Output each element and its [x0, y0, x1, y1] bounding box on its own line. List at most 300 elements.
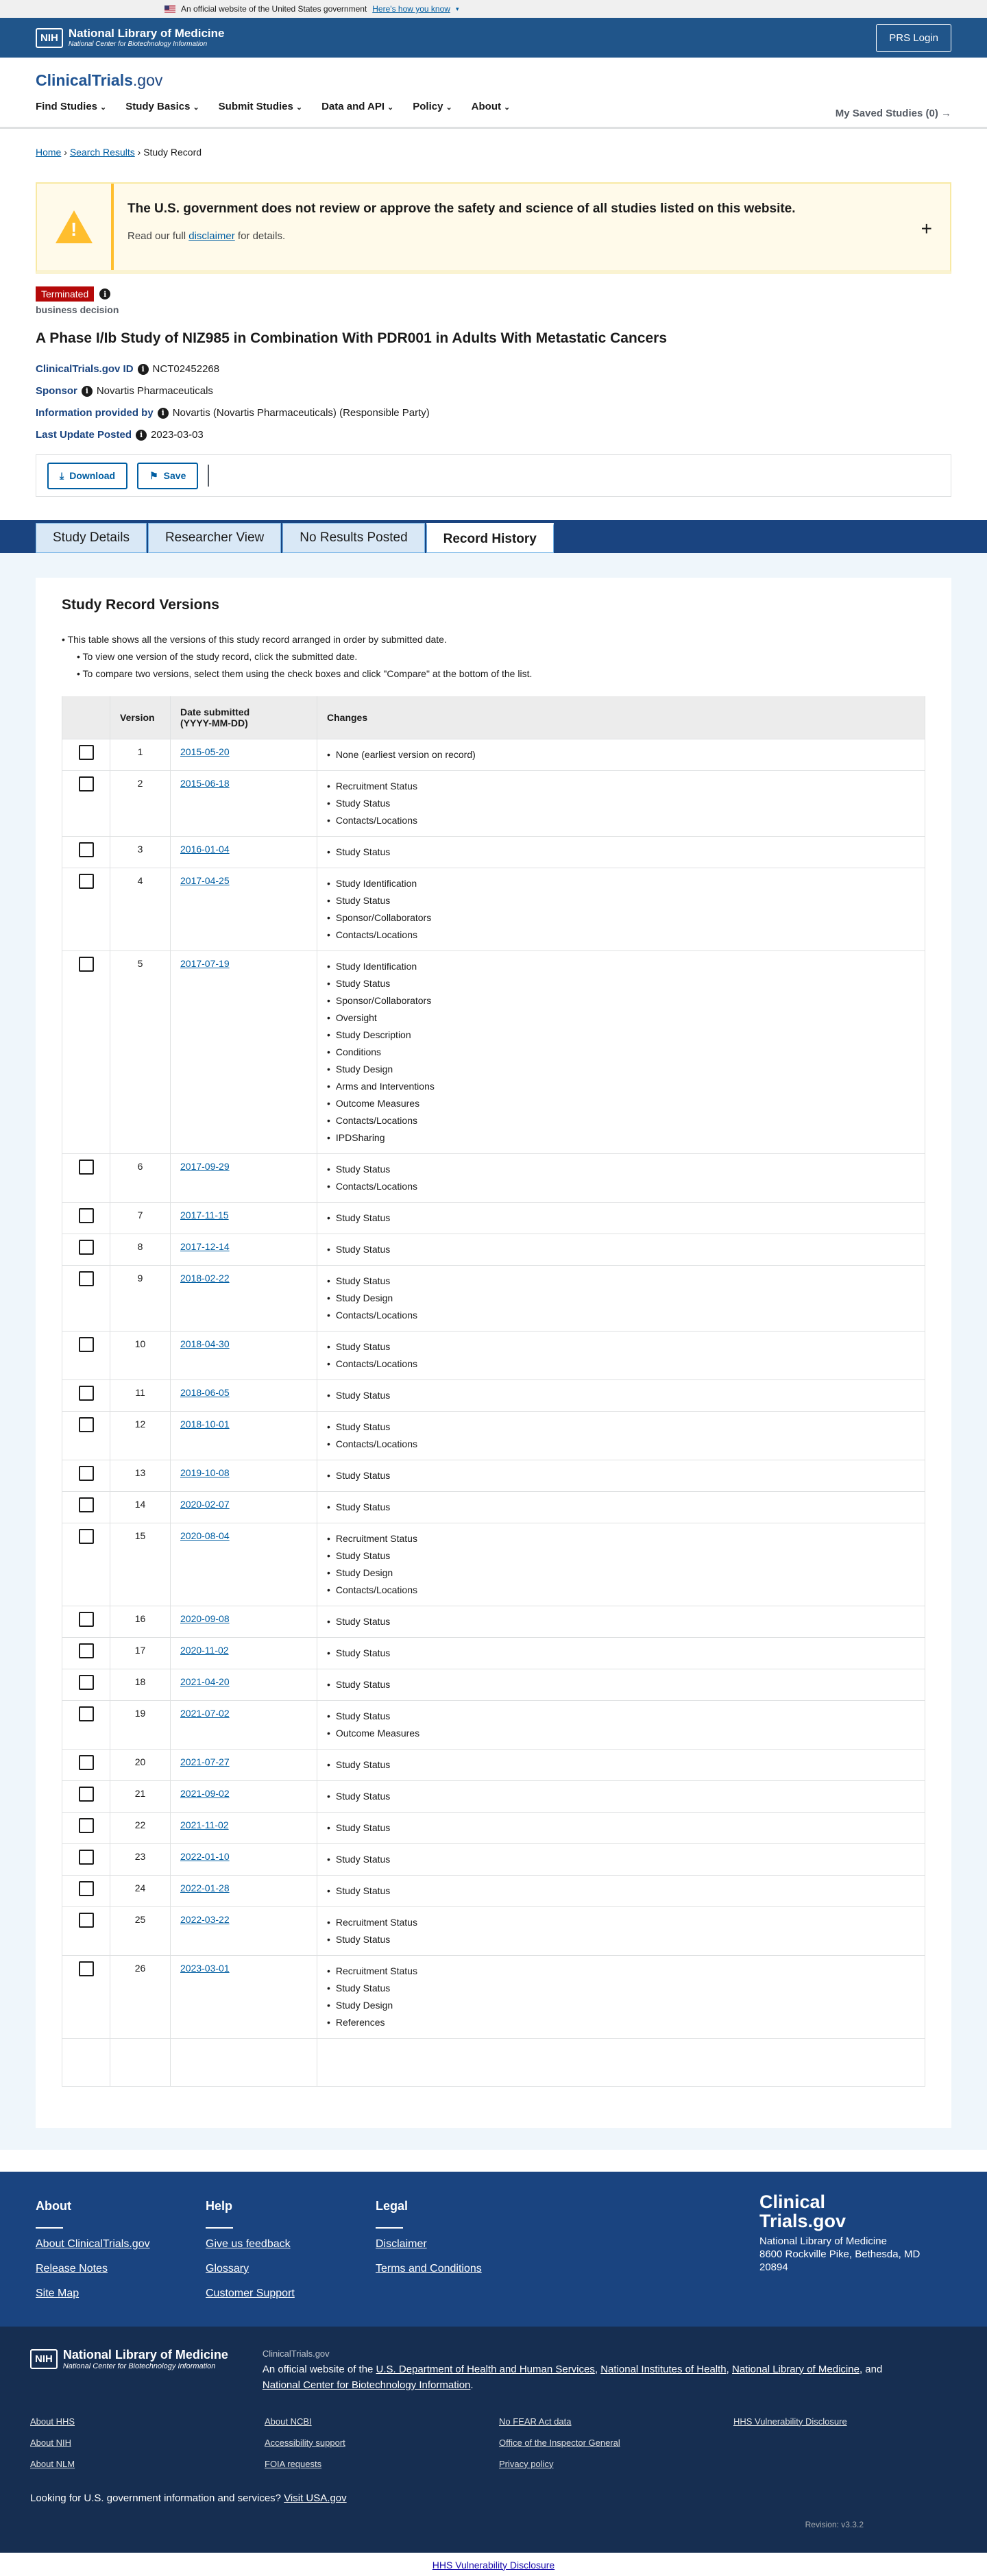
- download-button[interactable]: ⤓ Download: [47, 463, 127, 489]
- status-badge: Terminated: [36, 286, 94, 302]
- change-item: • Study Status: [327, 1819, 925, 1837]
- change-item: • Recruitment Status: [327, 1530, 925, 1547]
- change-item: • Study Status: [327, 1273, 925, 1290]
- change-item: • Oversight: [327, 1009, 925, 1027]
- version-number: 7: [110, 1202, 171, 1234]
- official-statement: ClinicalTrials.gov An official website of the U.S. Department of Health and Human Services, National Institutes of Health, National Library of Medicine, and National Center for Biotechnology Information.: [262, 2348, 883, 2391]
- chevron-down-icon: ⌄: [446, 103, 452, 112]
- change-item: • Contacts/Locations: [327, 1112, 925, 1129]
- version-checkbox[interactable]: [79, 1675, 94, 1690]
- change-item: • Study Status: [327, 1645, 925, 1662]
- version-date-link[interactable]: 2018-04-30: [180, 1338, 230, 1349]
- footer-about: About About ClinicalTrials.gov Release Notes Site Map: [36, 2199, 206, 2327]
- footer-help: Help Give us feedback Glossary Customer Support: [206, 2199, 376, 2327]
- breadcrumb-home[interactable]: Home: [36, 147, 62, 158]
- table-row: [62, 836, 925, 868]
- version-changes: [317, 1812, 925, 1843]
- tab-researcher-view[interactable]: Researcher View: [148, 523, 281, 553]
- change-item: • Arms and Interventions: [327, 1078, 925, 1095]
- last-update-label: Last Update Posted: [36, 429, 132, 441]
- table-row: [62, 1265, 925, 1331]
- nih-header: [0, 18, 987, 58]
- info-icon[interactable]: i: [158, 408, 169, 419]
- history-heading: Study Record Versions: [62, 597, 219, 613]
- change-item: • Study Design: [327, 1061, 925, 1078]
- hhs-vulnerability-link[interactable]: HHS Vulnerability Disclosure: [432, 2559, 555, 2571]
- change-item: • Study Status: [327, 1338, 925, 1356]
- footer-link[interactable]: About NCBI: [265, 2416, 312, 2427]
- footer-legal: Legal Disclaimer Terms and Conditions: [376, 2199, 546, 2327]
- change-item: • Contacts/Locations: [327, 1307, 925, 1324]
- footer-links-grid: [30, 2416, 957, 2469]
- main-nav: [36, 101, 951, 112]
- nih-logo-box: NIH: [36, 28, 63, 48]
- col-changes: Changes: [317, 696, 925, 739]
- change-item: • Study Status: [327, 975, 925, 992]
- history-card: [36, 578, 951, 2128]
- change-item: • Study Design: [327, 1290, 925, 1307]
- change-item: • Study Status: [327, 1161, 925, 1178]
- last-update-value: 2023-03-03: [151, 429, 204, 441]
- change-item: • Study Status: [327, 795, 925, 812]
- version-changes: [317, 1700, 925, 1749]
- nav-study-basics[interactable]: Study Basics ⌄: [125, 101, 199, 112]
- version-number: 12: [110, 1411, 171, 1460]
- version-checkbox[interactable]: [79, 1881, 94, 1896]
- ncbi-subtitle: National Center for Biotechnology Information: [68, 40, 208, 48]
- footer-bottom: [0, 2327, 987, 2553]
- version-changes: [317, 1955, 925, 2038]
- change-item: • Sponsor/Collaborators: [327, 992, 925, 1009]
- version-date-link[interactable]: 2022-01-28: [180, 1882, 230, 1893]
- info-icon[interactable]: i: [82, 386, 93, 397]
- footer-link[interactable]: About ClinicalTrials.gov: [36, 2237, 150, 2250]
- version-number: 9: [110, 1265, 171, 1331]
- version-checkbox[interactable]: [79, 957, 94, 972]
- tab-study-details[interactable]: Study Details: [36, 523, 147, 553]
- table-footer-row: [62, 2038, 925, 2086]
- breadcrumb-search-results[interactable]: Search Results: [69, 147, 135, 158]
- usa-gov-line: Looking for U.S. government information and services? Visit USA.gov: [30, 2492, 347, 2504]
- action-bar: [36, 454, 951, 497]
- version-checkbox[interactable]: [79, 1160, 94, 1175]
- version-changes: [317, 1637, 925, 1669]
- change-item: • Study Status: [327, 1547, 925, 1565]
- version-date-link[interactable]: 2021-09-02: [180, 1787, 230, 1799]
- version-checkbox[interactable]: [79, 1240, 94, 1255]
- change-item: • Contacts/Locations: [327, 1356, 925, 1373]
- version-changes: [317, 1379, 925, 1411]
- provided-by-value: Novartis (Novartis Pharmaceuticals) (Responsible Party): [172, 407, 430, 419]
- breadcrumb: [0, 129, 987, 158]
- change-item: • Recruitment Status: [327, 1963, 925, 1980]
- tab-bar: [0, 520, 987, 553]
- change-item: • Study Status: [327, 1851, 925, 1868]
- table-row: [62, 1780, 925, 1812]
- disclaimer-link[interactable]: disclaimer: [188, 230, 235, 242]
- version-changes: [317, 1153, 925, 1202]
- table-row: [62, 1812, 925, 1843]
- change-item: • Study Status: [327, 1708, 925, 1725]
- version-checkbox[interactable]: [79, 1755, 94, 1770]
- chevron-down-icon: ⌄: [387, 103, 394, 112]
- version-date-link[interactable]: 2020-08-04: [180, 1530, 230, 1541]
- footer-link[interactable]: Office of the Inspector General: [499, 2437, 620, 2448]
- col-date: Date submitted (YYYY-MM-DD): [171, 696, 317, 739]
- info-icon[interactable]: i: [138, 364, 149, 375]
- breadcrumb-separator-icon: ›: [137, 147, 144, 158]
- change-item: • Recruitment Status: [327, 778, 925, 795]
- table-row: [62, 1411, 925, 1460]
- footer-link[interactable]: Accessibility support: [265, 2437, 345, 2448]
- version-date-link[interactable]: 2021-07-02: [180, 1707, 230, 1719]
- change-item: • Conditions: [327, 1044, 925, 1061]
- version-checkbox[interactable]: [79, 745, 94, 760]
- version-date-link[interactable]: 2017-12-14: [180, 1240, 230, 1252]
- version-checkbox[interactable]: [79, 1818, 94, 1833]
- why-stopped: business decision: [36, 304, 119, 315]
- version-checkbox[interactable]: [79, 1337, 94, 1352]
- version-date-link[interactable]: 2020-09-08: [180, 1612, 230, 1624]
- version-checkbox[interactable]: [79, 1208, 94, 1223]
- change-item: • None (earliest version on record): [327, 746, 925, 763]
- table-row: [62, 1379, 925, 1411]
- version-checkbox[interactable]: [79, 1529, 94, 1544]
- id-label: ClinicalTrials.gov ID: [36, 363, 134, 375]
- change-item: • Study Identification: [327, 958, 925, 975]
- change-item: • Study Design: [327, 1997, 925, 2014]
- version-checkbox[interactable]: [79, 1386, 94, 1401]
- gov-banner-text: An official website of the United States government: [181, 4, 367, 14]
- divider: [208, 465, 209, 487]
- version-checkbox[interactable]: [79, 1497, 94, 1512]
- version-date-link[interactable]: 2015-05-20: [180, 746, 230, 757]
- table-row: [62, 1906, 925, 1955]
- warning-icon: [56, 210, 93, 243]
- change-item: • Contacts/Locations: [327, 1582, 925, 1599]
- version-changes: [317, 1411, 925, 1460]
- version-number: 24: [110, 1875, 171, 1906]
- version-date-link[interactable]: 2017-09-29: [180, 1160, 230, 1172]
- footer-link[interactable]: Terms and Conditions: [376, 2262, 482, 2274]
- version-date-link[interactable]: 2022-03-22: [180, 1913, 230, 1925]
- version-number: 6: [110, 1153, 171, 1202]
- table-row: [62, 770, 925, 836]
- how-you-know-link[interactable]: Here's how you know: [372, 4, 450, 14]
- version-number: 3: [110, 836, 171, 868]
- version-checkbox[interactable]: [79, 1787, 94, 1802]
- study-meta: [0, 347, 987, 441]
- table-row: [62, 868, 925, 950]
- version-number: 11: [110, 1379, 171, 1411]
- change-item: • Study Status: [327, 1980, 925, 1997]
- change-item: • Contacts/Locations: [327, 1436, 925, 1453]
- link-nih[interactable]: National Institutes of Health: [600, 2363, 727, 2375]
- change-item: • Recruitment Status: [327, 1914, 925, 1931]
- version-number: 5: [110, 950, 171, 1153]
- table-row: [62, 1606, 925, 1637]
- tab-record-history[interactable]: Record History: [426, 523, 554, 553]
- bookmark-icon: ⚑: [149, 469, 158, 481]
- revision-text: Revision: v3.3.2: [805, 2519, 864, 2529]
- version-changes: [317, 1460, 925, 1491]
- change-item: • Outcome Measures: [327, 1095, 925, 1112]
- version-checkbox[interactable]: [79, 1961, 94, 1976]
- version-date-link[interactable]: 2019-10-08: [180, 1467, 230, 1478]
- version-number: 25: [110, 1906, 171, 1955]
- change-item: • Contacts/Locations: [327, 1178, 925, 1195]
- change-item: • Study Status: [327, 1499, 925, 1516]
- save-button[interactable]: ⚑ Save: [137, 463, 198, 489]
- change-item: • Outcome Measures: [327, 1725, 925, 1742]
- versions-table: [62, 696, 925, 2087]
- footer-link[interactable]: Disclaimer: [376, 2237, 427, 2250]
- version-checkbox[interactable]: [79, 1466, 94, 1481]
- table-row: [62, 1749, 925, 1780]
- provided-by-label: Information provided by: [36, 407, 154, 419]
- version-number: 10: [110, 1331, 171, 1379]
- change-item: • Study Design: [327, 1565, 925, 1582]
- footer-link[interactable]: Glossary: [206, 2262, 249, 2274]
- usa-gov-link[interactable]: Visit USA.gov: [284, 2492, 347, 2504]
- change-item: • IPDSharing: [327, 1129, 925, 1146]
- version-checkbox[interactable]: [79, 1612, 94, 1627]
- sponsor-value: Novartis Pharmaceuticals: [96, 385, 213, 397]
- version-number: 26: [110, 1955, 171, 2038]
- footer-brand: Clinical Trials.gov National Library of Medicine 8600 Rockville Pike, Bethesda, MD 20894: [759, 2191, 921, 2274]
- table-row: [62, 1331, 925, 1379]
- version-date-link[interactable]: 2023-03-01: [180, 1962, 230, 1974]
- change-item: • Study Status: [327, 1788, 925, 1805]
- change-item: • Contacts/Locations: [327, 927, 925, 944]
- arrow-right-icon: →: [941, 108, 951, 119]
- table-row: [62, 1700, 925, 1749]
- disclaimer-title: The U.S. government does not review or approve the safety and science of all studies listed on this website.: [127, 201, 796, 216]
- version-date-link[interactable]: 2015-06-18: [180, 777, 230, 789]
- version-date-link[interactable]: 2018-10-01: [180, 1418, 230, 1430]
- footer-link[interactable]: FOIA requests: [265, 2458, 322, 2469]
- version-checkbox[interactable]: [79, 1706, 94, 1721]
- version-changes: [317, 1234, 925, 1265]
- nav-policy[interactable]: Policy ⌄: [413, 101, 452, 112]
- table-row: [62, 950, 925, 1153]
- version-number: 2: [110, 770, 171, 836]
- nav-submit-studies[interactable]: Submit Studies ⌄: [218, 101, 303, 112]
- footer-link[interactable]: Site Map: [36, 2287, 80, 2299]
- breadcrumb-separator-icon: ›: [64, 147, 70, 158]
- footer-link[interactable]: Give us feedback: [206, 2237, 291, 2250]
- status-row: [0, 274, 987, 302]
- version-date-link[interactable]: 2021-07-27: [180, 1756, 230, 1767]
- table-row: [62, 1955, 925, 2038]
- version-date-link[interactable]: 2016-01-04: [180, 843, 230, 855]
- sponsor-label: Sponsor: [36, 385, 77, 397]
- version-date-link[interactable]: 2020-11-02: [180, 1644, 229, 1656]
- link-hhs[interactable]: U.S. Department of Health and Human Services: [376, 2363, 595, 2375]
- version-changes: [317, 1669, 925, 1700]
- change-item: • Study Status: [327, 1613, 925, 1630]
- version-number: 8: [110, 1234, 171, 1265]
- expand-plus-icon[interactable]: +: [921, 218, 932, 239]
- version-checkbox[interactable]: [79, 1913, 94, 1928]
- version-number: 20: [110, 1749, 171, 1780]
- disclaimer-text: Read our full disclaimer for details.: [127, 230, 286, 242]
- version-changes: [317, 1843, 925, 1875]
- table-row: [62, 1234, 925, 1265]
- gov-banner: [0, 0, 987, 18]
- history-notes: • This table shows all the versions of this study record arranged in order by submitted date. • To view one version of the study record, click the submitted date. • To compare two versions, select them using the check boxes and click "Compare" at the bottom of the list.: [62, 634, 533, 679]
- change-item: • Study Status: [327, 892, 925, 909]
- version-number: 4: [110, 868, 171, 950]
- footer-link[interactable]: About NLM: [30, 2458, 75, 2469]
- table-row: [62, 1875, 925, 1906]
- nav-data-api[interactable]: Data and API ⌄: [321, 101, 394, 112]
- change-item: • Contacts/Locations: [327, 812, 925, 829]
- nav-about[interactable]: About ⌄: [471, 101, 511, 112]
- change-item: • References: [327, 2014, 925, 2031]
- table-row: [62, 1491, 925, 1523]
- table-row: [62, 1460, 925, 1491]
- change-item: • Study Description: [327, 1027, 925, 1044]
- version-changes: [317, 1875, 925, 1906]
- col-version: Version: [110, 696, 171, 739]
- change-item: • Study Status: [327, 1419, 925, 1436]
- version-changes: [317, 1780, 925, 1812]
- version-date-link[interactable]: 2017-04-25: [180, 874, 230, 886]
- logo-suffix: .gov: [132, 71, 163, 89]
- tab-no-results[interactable]: No Results Posted: [282, 523, 424, 553]
- chevron-down-icon: ▾: [455, 5, 459, 12]
- us-flag-icon: [164, 5, 175, 13]
- version-date-link[interactable]: 2018-02-22: [180, 1272, 230, 1284]
- table-row: [62, 1669, 925, 1700]
- change-item: • Study Status: [327, 1387, 925, 1404]
- version-checkbox[interactable]: [79, 874, 94, 889]
- change-item: • Study Status: [327, 1241, 925, 1258]
- footer-link[interactable]: HHS Vulnerability Disclosure: [733, 2416, 847, 2427]
- saved-studies-link[interactable]: My Saved Studies (0) →: [835, 108, 951, 119]
- nlm-title: National Library of Medicine: [68, 27, 225, 40]
- change-item: • Study Status: [327, 1931, 925, 1948]
- footer-top: [0, 2172, 987, 2327]
- table-row: [62, 1843, 925, 1875]
- version-date-link[interactable]: 2020-02-07: [180, 1498, 230, 1510]
- chevron-down-icon: ⌄: [193, 103, 199, 112]
- version-changes: [317, 739, 925, 770]
- version-date-link[interactable]: 2022-01-10: [180, 1850, 230, 1862]
- version-number: 14: [110, 1491, 171, 1523]
- link-ncbi[interactable]: National Center for Biotechnology Information: [262, 2379, 471, 2391]
- chevron-down-icon: ⌄: [503, 103, 511, 112]
- version-number: 18: [110, 1669, 171, 1700]
- logo-main: ClinicalTrials: [36, 71, 133, 89]
- version-changes: [317, 1606, 925, 1637]
- study-title: A Phase I/Ib Study of NIZ985 in Combination With PDR001 in Adults With Metastatic Cancers: [36, 330, 668, 346]
- disclaimer-alert: [36, 182, 951, 274]
- nav-find-studies[interactable]: Find Studies ⌄: [36, 101, 107, 112]
- change-item: • Sponsor/Collaborators: [327, 909, 925, 927]
- version-changes: [317, 1523, 925, 1606]
- version-number: 17: [110, 1637, 171, 1669]
- id-value: NCT02452268: [152, 363, 220, 375]
- version-date-link[interactable]: 2017-07-19: [180, 957, 230, 969]
- version-changes: [317, 950, 925, 1153]
- version-changes: [317, 1265, 925, 1331]
- version-checkbox[interactable]: [79, 1271, 94, 1286]
- download-icon: ⤓: [60, 469, 64, 481]
- change-item: • Study Identification: [327, 875, 925, 892]
- version-changes: [317, 836, 925, 868]
- bottom-link-bar: [0, 2553, 987, 2576]
- table-row: [62, 1637, 925, 1669]
- chevron-down-icon: ⌄: [295, 103, 303, 112]
- version-date-link[interactable]: 2021-11-02: [180, 1819, 229, 1830]
- footer-link[interactable]: About HHS: [30, 2416, 75, 2427]
- change-item: • Study Status: [327, 1210, 925, 1227]
- version-checkbox[interactable]: [79, 1850, 94, 1865]
- site-header: [0, 58, 987, 129]
- table-row: [62, 1153, 925, 1202]
- version-changes: [317, 1749, 925, 1780]
- footer-link[interactable]: About NIH: [30, 2437, 71, 2448]
- version-checkbox[interactable]: [79, 1417, 94, 1432]
- version-changes: [317, 868, 925, 950]
- table-row: [62, 1523, 925, 1606]
- version-date-link[interactable]: 2021-04-20: [180, 1676, 230, 1687]
- version-number: 22: [110, 1812, 171, 1843]
- version-number: 23: [110, 1843, 171, 1875]
- change-item: • Study Status: [327, 1882, 925, 1900]
- version-checkbox[interactable]: [79, 842, 94, 857]
- table-row: [62, 1202, 925, 1234]
- version-checkbox[interactable]: [79, 1643, 94, 1658]
- version-number: 1: [110, 739, 171, 770]
- table-row: [62, 739, 925, 770]
- col-select: [62, 696, 110, 739]
- footer-link[interactable]: Customer Support: [206, 2287, 295, 2299]
- version-number: 16: [110, 1606, 171, 1637]
- footer-link[interactable]: No FEAR Act data: [499, 2416, 572, 2427]
- breadcrumb-current: Study Record: [143, 147, 202, 158]
- info-icon[interactable]: i: [99, 289, 110, 299]
- version-date-link[interactable]: 2018-06-05: [180, 1386, 230, 1398]
- version-changes: [317, 1331, 925, 1379]
- footer-link[interactable]: Release Notes: [36, 2262, 108, 2274]
- version-number: 19: [110, 1700, 171, 1749]
- info-icon[interactable]: i: [136, 430, 147, 441]
- clinicaltrials-logo[interactable]: [36, 58, 951, 90]
- change-item: • Study Status: [327, 1756, 925, 1774]
- version-changes: [317, 1491, 925, 1523]
- version-number: 21: [110, 1780, 171, 1812]
- prs-login-button[interactable]: PRS Login: [876, 24, 951, 52]
- version-number: 13: [110, 1460, 171, 1491]
- version-number: 15: [110, 1523, 171, 1606]
- nlm-footer-logo[interactable]: NIH National Library of Medicine National Center for Biotechnology Information: [30, 2346, 228, 2373]
- version-changes: [317, 1202, 925, 1234]
- history-section: [0, 553, 987, 2150]
- version-changes: [317, 770, 925, 836]
- change-item: • Study Status: [327, 844, 925, 861]
- version-checkbox[interactable]: [79, 776, 94, 792]
- version-date-link[interactable]: 2017-11-15: [180, 1209, 229, 1220]
- footer-link[interactable]: Privacy policy: [499, 2458, 554, 2469]
- version-changes: [317, 1906, 925, 1955]
- link-nlm[interactable]: National Library of Medicine: [732, 2363, 860, 2375]
- nih-logo[interactable]: [36, 27, 225, 48]
- change-item: • Study Status: [327, 1467, 925, 1484]
- chevron-down-icon: ⌄: [100, 103, 107, 112]
